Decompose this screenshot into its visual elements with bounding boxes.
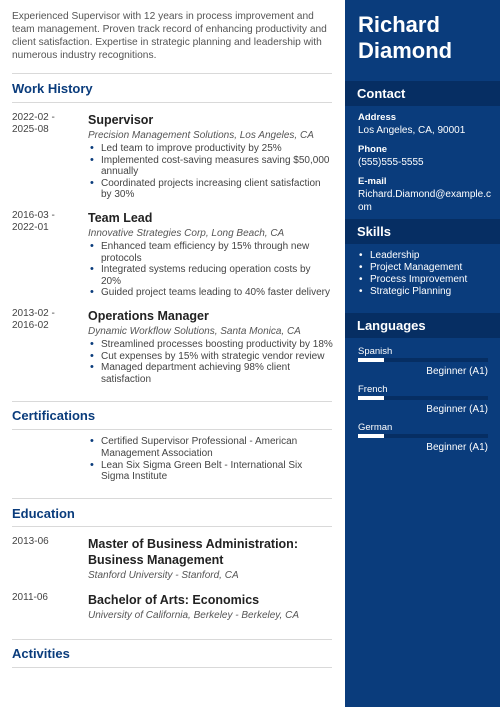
job-start: 2016-03 - [12, 209, 55, 221]
job-dates [12, 112, 82, 136]
email-value: Richard.Diamond@example.com [358, 189, 491, 213]
job-end: 2022-01 [12, 221, 49, 233]
job-title: Supervisor [88, 113, 154, 127]
job-entry [12, 210, 333, 299]
language-proficiency-bar [358, 396, 488, 400]
job-company: Dynamic Workflow Solutions, Santa Monica, CA [88, 325, 301, 337]
job-bullet: • Integrated systems reducing operation costs by 20% [88, 264, 333, 287]
job-bullets [88, 241, 333, 299]
job-bullets [88, 339, 333, 385]
divider [12, 401, 332, 402]
job-title: Operations Manager [88, 308, 209, 323]
language-item [358, 346, 488, 378]
job-bullet: • Managed department achieving 98% client satisfaction [88, 362, 333, 385]
language-proficiency-fill [358, 358, 384, 362]
job-company: Precision Management Solutions, Los Angeles, CA [88, 130, 314, 141]
divider [12, 498, 332, 499]
job-bullet: • Guided project teams leading to 40% faster delivery [88, 287, 333, 299]
language-proficiency-bar [358, 434, 488, 438]
skill-item: • Leadership [357, 250, 497, 262]
job-bullets [88, 143, 333, 201]
job-entry [12, 112, 333, 201]
degree-title: Master of Business Administration: Business Management [88, 536, 298, 567]
sidebar [345, 0, 500, 707]
divider [12, 526, 332, 527]
language-proficiency-bar [358, 358, 488, 362]
education-date: 2011-06 [12, 591, 48, 603]
language-proficiency-fill [358, 396, 384, 400]
phone-value: (555)555-5555 [358, 157, 424, 168]
summary-text: Experienced Supervisor with 12 years in process improvement and team management. Proven track record of enhancing productivity and client satisfaction. Expertise in strategic planning and leadership with numerous industry recognitions. [12, 11, 327, 61]
job-bullet: • Implemented cost-saving measures saving $50,000 annually [88, 155, 333, 178]
job-entry [12, 308, 333, 385]
job-company: Innovative Strategies Corp, Long Beach, CA [88, 227, 285, 239]
job-bullet: • Coordinated projects increasing client satisfaction by 30% [88, 178, 333, 201]
job-end: 2025-08 [12, 124, 49, 135]
school-name: University of California, Berkeley - Berkeley, CA [88, 609, 299, 621]
phone-label: Phone [358, 144, 388, 155]
school-name: Stanford University - Stanford, CA [88, 569, 239, 581]
certification-item: • Certified Supervisor Professional - American Management Association [88, 436, 333, 459]
education-date: 2013-06 [12, 535, 49, 547]
skills-list [357, 250, 497, 298]
address-value: Los Angeles, CA, 90001 [358, 125, 466, 136]
language-level: Beginner (A1) [426, 404, 488, 415]
certification-list [88, 436, 333, 482]
language-level: Beginner (A1) [426, 366, 488, 377]
job-dates [12, 210, 82, 234]
candidate-name: Richard Diamond [358, 12, 453, 63]
skills-title: Skills [345, 219, 500, 244]
skill-item: • Strategic Planning [357, 286, 497, 298]
divider [12, 73, 332, 74]
language-name: French [358, 384, 388, 395]
education-entry [12, 536, 333, 582]
language-proficiency-fill [358, 434, 384, 438]
job-bullet: • Cut expenses by 15% with strategic vendor review [88, 351, 333, 363]
skill-item: • Project Management [357, 262, 497, 274]
language-name: German [358, 422, 393, 433]
languages-title: Languages [345, 313, 500, 338]
certification-item: • Lean Six Sigma Green Belt - International Six Sigma Institute [88, 460, 333, 483]
job-title: Team Lead [88, 210, 153, 225]
job-end: 2016-02 [12, 319, 49, 331]
job-bullet: • Enhanced team efficiency by 15% through new protocols [88, 241, 333, 264]
contact-block [358, 112, 496, 214]
skill-item: • Process Improvement [357, 274, 497, 286]
language-item [358, 422, 488, 454]
work-history-title: Work History [12, 81, 93, 96]
divider [12, 102, 332, 103]
divider [12, 667, 332, 668]
job-start: 2013-02 - [12, 307, 55, 319]
job-bullet: • Streamlined processes boosting productivity by 18% [88, 339, 333, 351]
degree-title: Bachelor of Arts: Economics [88, 592, 260, 607]
contact-title: Contact [345, 81, 500, 106]
language-item [358, 384, 488, 416]
email-label: E-mail [358, 176, 387, 187]
job-dates [12, 308, 82, 332]
education-title: Education [12, 505, 75, 521]
language-name: Spanish [358, 346, 393, 357]
address-label: Address [358, 112, 397, 123]
language-level: Beginner (A1) [426, 442, 488, 453]
job-bullet: • Led team to improve productivity by 25% [88, 143, 333, 155]
certifications-title: Certifications [12, 408, 96, 424]
divider [12, 639, 332, 640]
activities-title: Activities [12, 645, 70, 661]
certifications-entry [12, 436, 333, 482]
job-start: 2022-02 - [12, 112, 55, 123]
divider [12, 429, 332, 430]
education-entry [12, 592, 333, 622]
